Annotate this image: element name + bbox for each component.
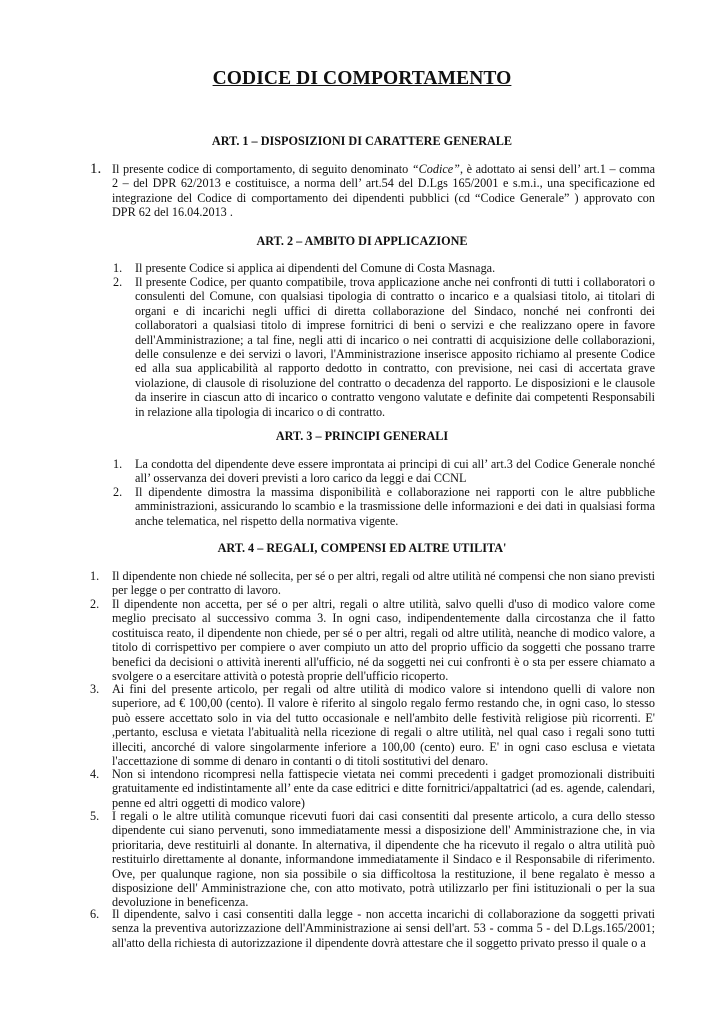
art1-paragraph: [112, 162, 655, 220]
art4-item-text: Il dipendente non accetta, per sé o per altri, regali o altre utilità, salvo quelli d'uso di modico valore come meglio precisato al successivo comma 3. In ogni caso, indipendentemente dalla circostanza che il fatto costituisca reato, il dipendente non chiede, per sé o per altri, regali od altre utilità, neanche di modico valore, a titolo di corrispettivo per compiere o aver compiuto un atto del proprio ufficio da soggetti che possano trarre benefici da decisioni o attività inerenti all'ufficio, né da soggetti nei cui confronti è o sta per essere chiamato a svolgere o a esercitare attività o potestà proprie dell'ufficio ricoperto.: [112, 597, 655, 684]
art4-item-text: Non si intendono ricompresi nella fattispecie vietata nei commi precedenti i gadget promozionali distribuiti gratuitamente ed indistintamente all’ ente da case editrici e ditte fornitrici/appaltatrici (ad es. agende, calendari, penne ed altri oggetti di modico valore): [112, 767, 655, 810]
document-title: CODICE DI COMPORTAMENTO: [212, 68, 512, 89]
art2-item-number: 2.: [113, 275, 123, 289]
art4-item-number: 4.: [90, 767, 100, 781]
art4-item-text: Il dipendente non chiede né sollecita, per sé o per altri, regali od altre utilità né compensi che non siano previsti per legge o per contratto di lavoro.: [112, 569, 655, 598]
art1-heading: ART. 1 – DISPOSIZIONI DI CARATTERE GENERALE: [211, 134, 513, 148]
art4-item-number: 5.: [90, 809, 100, 823]
art2-heading: ART. 2 – AMBITO DI APPLICAZIONE: [256, 234, 468, 248]
art1-text-a: Il presente codice di comportamento, di seguito denominato: [112, 162, 412, 176]
art4-item-text: I regali o le altre utilità comunque ricevuti fuori dai casi consentiti dal presente articolo, a cura dello stesso dipendente cui siano pervenuti, sono immediatamente messi a disposizione dell' Amministrazione che, in via prioritaria, deve restituirli al donante. In alternativa, il dipendente che ha ricevuto il regalo o altra utilità può restituirlo direttamente al donante, informandone immediatamente il Sindaco e il Responsabile di riferimento. Ove, per qualunque ragione, non sia possibile o sia difficoltosa la restituzione, il bene regalato è messo a disposizione dell' Amministrazione che, con atto motivato, potrà utilizzarlo per fini istituzionali o per la sua devoluzione in beneficenza.: [112, 809, 655, 910]
art4-item-number: 3.: [90, 682, 100, 696]
art2-item-number: 1.: [113, 261, 123, 275]
art1-item-number: 1.: [90, 161, 102, 177]
art4-item-number: 6.: [90, 907, 100, 921]
art4-item-text: Ai fini del presente articolo, per regali od altre utilità di modico valore si intendono quelli di valore non superiore, ad € 100,00 (cento). Il valore è riferito al singolo regalo fermo restando che, in ogni caso, lo stesso può essere accettato solo in via del tutto occasionale e nell'ambito delle festività religiose più ricorrenti. E' ,pertanto, esclusa e vietata l'abitualità nella ricezione di regali o altre utilità, nel qual caso i regali sono tutti illeciti, ancorché di valore singolarmente inferiore a 100,00 (cento) euro. E' in ogni caso esclusa e vietata l'accettazione di somme di denaro in contanti o di titoli sostitutivi del denaro.: [112, 682, 655, 769]
art2-item-text: Il presente Codice, per quanto compatibile, trova applicazione anche nei confronti di tutti i collaboratori o consulenti del Comune, con qualsiasi tipologia di contratto o incarico e a qualsiasi titolo, ai titolari di organi e di incarichi negli uffici di diretta collaborazione del Sindaco, nonché nei confronti dei collaboratori a qualsiasi titolo di imprese fornitrici di beni o servizi e che realizzano opere in favore dell'Amministrazione; a tal fine, negli atti di incarico o nei contratti di acquisizione delle collaborazioni, delle consulenze e dei servizi o lavori, l'Amministrazione inserisce apposito richiamo al presente Codice ed alla sua applicabilità al rapporto dedotto in contratto, con previsione, nei casi di accertata grave violazione, di clausole di risoluzione del contratto o decadenza del rapporto. Le disposizioni e le clausole da inserire in ciascun atto di incarico o contratto vengono valutate e definite dai competenti Responsabili in relazione alla tipologia di incarico o di contratto.: [135, 275, 655, 419]
art1-text-italic: “Codice”: [411, 162, 460, 176]
art2-item-text: Il presente Codice si applica ai dipendenti del Comune di Costa Masnaga.: [135, 261, 496, 275]
art3-item-text: Il dipendente dimostra la massima disponibilità e collaborazione nei rapporti con le altre pubbliche amministrazioni, assicurando lo scambio e la trasmissione delle informazioni e dei dati in qualsiasi forma anche telematica, nel rispetto della normativa vigente.: [135, 485, 655, 528]
art3-heading: ART. 3 – PRINCIPI GENERALI: [275, 429, 449, 443]
art3-item-number: 1.: [113, 457, 123, 471]
art1-text-b: , è adottato ai sensi dell’ art.1 – comma 2 – del DPR 62/2013 e costituisce, a norma dell’ art.54 del D.Lgs 165/2001 e s.m.i., una specificazione ed integrazione del Codice di comportamento dei dipendenti pubblici (cd “Codice Generale” ) approvato con DPR 62 del 16.04.2013 .: [112, 162, 656, 220]
art4-item-number: 1.: [90, 569, 100, 583]
art4-heading: ART. 4 – REGALI, COMPENSI ED ALTRE UTILITA': [217, 541, 507, 555]
art3-item-number: 2.: [113, 485, 123, 499]
art3-item-text: La condotta del dipendente deve essere improntata ai principi di cui all’ art.3 del Codice Generale nonché all’ osservanza dei doveri previsti a loro carico da leggi e dai CCNL: [135, 457, 655, 486]
art4-item-number: 2.: [90, 597, 100, 611]
art4-item-text: Il dipendente, salvo i casi consentiti dalla legge - non accetta incarichi di collaborazione da soggetti privati senza la preventiva autorizzazione dell'Amministrazione ai sensi dell'art. 53 - comma 5 - del D.Lgs.165/2001; all'atto della richiesta di autorizzazione il dipendente dovrà attestare che il soggetto privato presso il quale o a: [112, 907, 655, 950]
